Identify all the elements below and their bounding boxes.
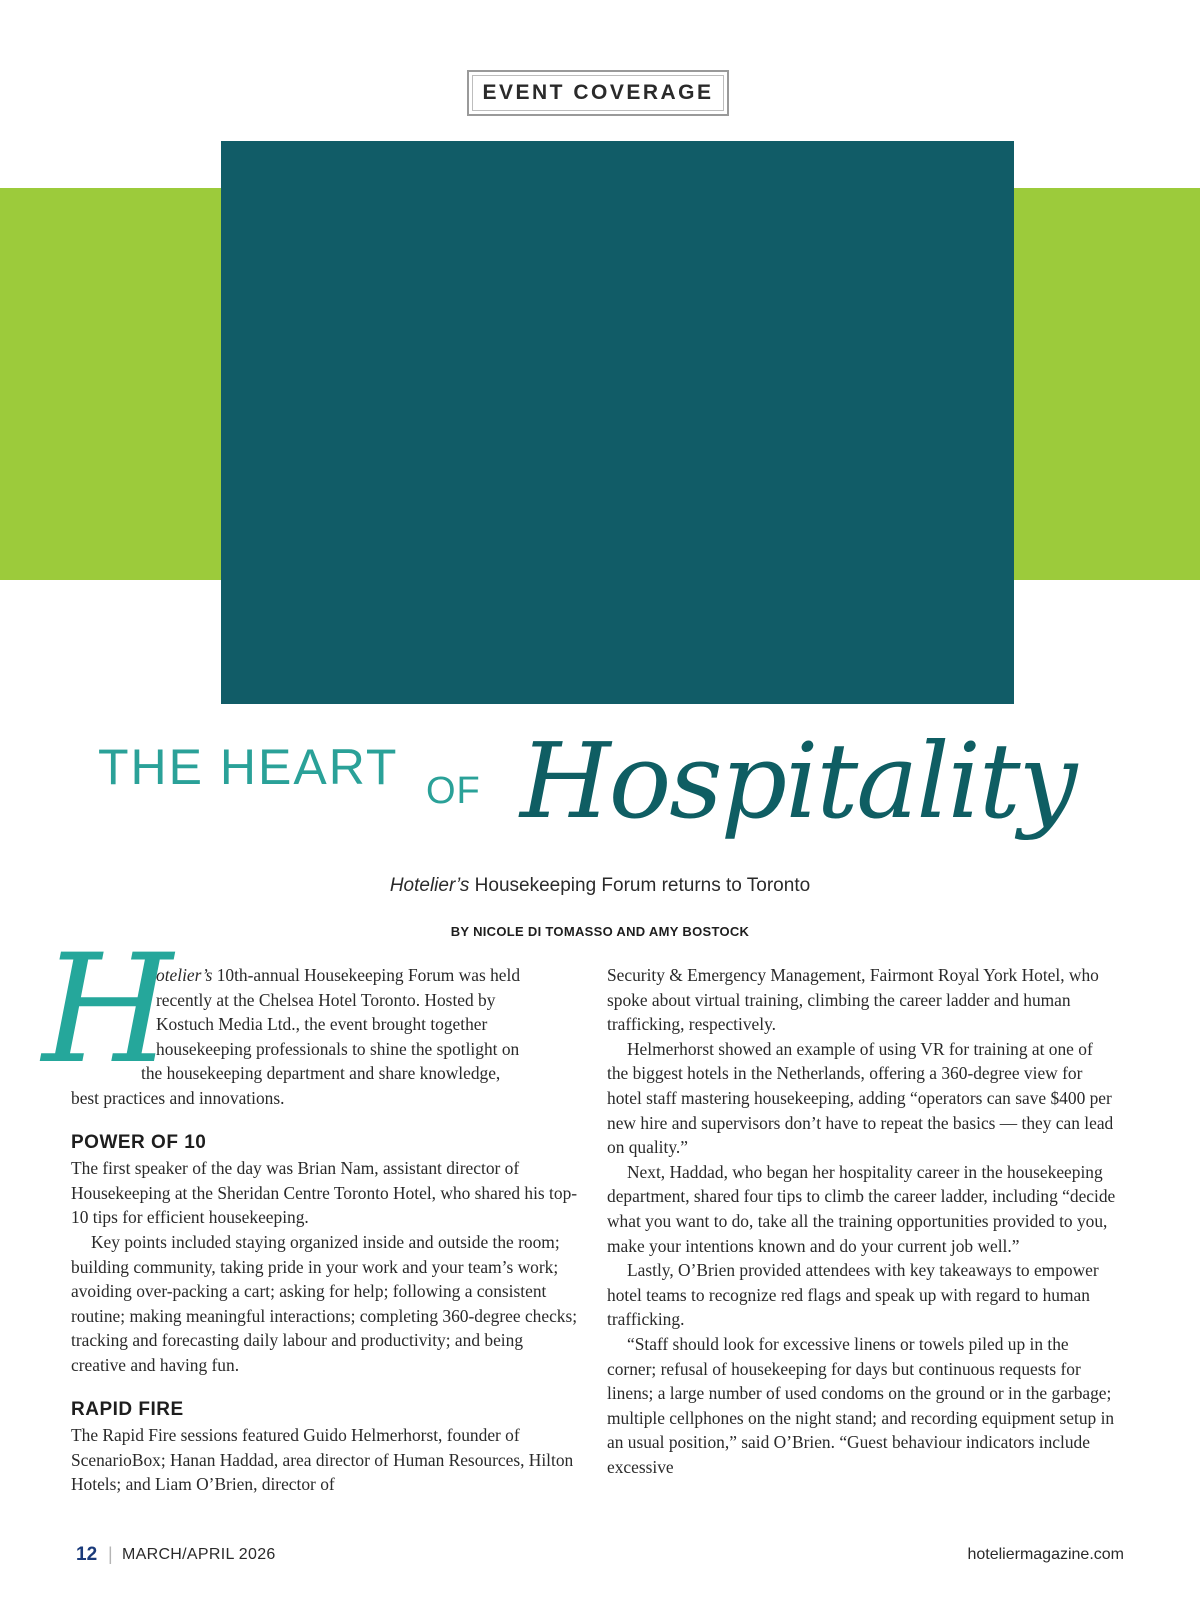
issue-date: MARCH/APRIL 2026 — [122, 1546, 276, 1563]
footer-separator: | — [108, 1544, 113, 1564]
website-link[interactable]: hoteliermagazine.com — [967, 1546, 1124, 1563]
intro-italic: otelier’s — [156, 965, 213, 985]
byline: BY NICOLE DI TOMASSO AND AMY BOSTOCK — [450, 924, 750, 939]
section-tag: EVENT COVERAGE — [467, 70, 729, 116]
headline-part-2: OF — [426, 770, 481, 812]
subtitle — [0, 875, 1200, 897]
page-number: 12 — [76, 1544, 98, 1565]
intro-line-2: recently at the Chelsea Hotel Toronto. Hosted by — [156, 989, 496, 1010]
section-heading-power-of-10: POWER OF 10 — [71, 1131, 207, 1153]
headline-part-1: THE HEART — [98, 739, 399, 795]
article-column-right — [607, 963, 1117, 1479]
paragraph: The first speaker of the day was Brian Nam, assistant director of Housekeeping at the Sheridan Centre Toronto Hotel, who shared his top-10 tips for efficient housekeeping. — [71, 1158, 578, 1228]
article-column-left — [71, 963, 581, 1497]
paragraph: “Staff should look for excessive linens or towels piled up in the corner; refusal of housekeeping for days but continuous requests for linens; a large number of used condoms on the ground or in the garbage; multiple cellphones on the night stand; and recording equipment setup in an usual position,” said O’Brien. “Guest behaviour indicators include excessive — [607, 1333, 1115, 1477]
paragraph: Next, Haddad, who began her hospitality career in the housekeeping department, shared four tips to climb the career ladder, including “decide what you want to do, take all the training opportunities provided to you, make your intentions known and do your current job well.” — [607, 1161, 1116, 1256]
paragraph: The Rapid Fire sessions featured Guido Helmerhorst, founder of ScenarioBox; Hanan Haddad, area director of Human Resources, Hilton Hotels; and Liam O’Brien, director of — [71, 1425, 574, 1495]
hero-image-placeholder — [221, 141, 1014, 704]
paragraph: Key points included staying organized inside and outside the room; building community, taking pride in your work and your team’s work; avoiding over-packing a cart; asking for help; following a consistent routine; making meaningful interactions; completing 360-degree checks; tracking and forecasting daily labour and productivity; and being creative and having fun. — [71, 1231, 578, 1375]
intro-line-5: the housekeeping department and share knowledge, — [141, 1063, 501, 1084]
paragraph: Security & Emergency Management, Fairmont Royal York Hotel, who spoke about virtual training, climbing the career ladder and human trafficking, respectively. — [607, 965, 1099, 1035]
headline-part-3: Hospitality — [520, 720, 1076, 842]
subtitle-rest: Housekeeping Forum returns to Toronto — [469, 875, 811, 896]
subtitle-italic: Hotelier’s — [389, 875, 470, 896]
intro-line-1: otelier’s 10th-annual Housekeeping Forum was held — [156, 965, 521, 985]
intro-line-6: best practices and innovations. — [71, 1087, 285, 1108]
intro-line-4: housekeeping professionals to shine the spotlight on — [156, 1038, 520, 1059]
drop-cap: H — [42, 923, 173, 1097]
page-footer — [0, 1544, 1200, 1568]
paragraph: Helmerhorst showed an example of using VR for training at one of the biggest hotels in the Netherlands, offering a 360-degree view for hotel staff mastering housekeeping, adding “operators can save $400 per new hire and supervisors don’t have to repeat the basics — they can lead on quality.” — [607, 1038, 1114, 1158]
section-heading-rapid-fire: RAPID FIRE — [71, 1398, 184, 1420]
paragraph: Lastly, O’Brien provided attendees with key takeaways to empower hotel teams to recognize red flags and speak up with regard to human trafficking. — [607, 1260, 1099, 1330]
intro-line-3: Kostuch Media Ltd., the event brought together — [156, 1014, 488, 1035]
